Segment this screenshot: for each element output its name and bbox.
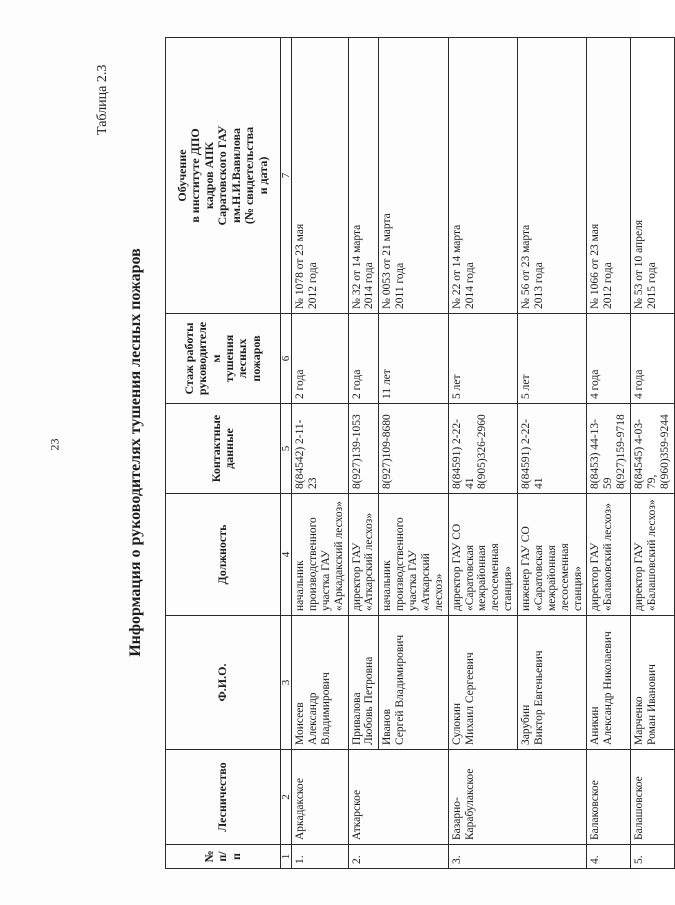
- text-line: 8(84591) 2-22-41: [450, 419, 476, 489]
- text-line: Александр Владимирович: [306, 672, 332, 745]
- training-cell: [348, 38, 379, 314]
- text-line: № 1078 от 23 мая: [294, 223, 306, 309]
- text-line: 8(8453) 44-13-59: [589, 419, 615, 489]
- fio-cell: [631, 616, 675, 750]
- text-line: лесосеменная станция»: [489, 543, 515, 611]
- header-experience: [166, 314, 281, 404]
- column-number: 1: [281, 845, 292, 869]
- position-cell: [348, 494, 379, 616]
- table-row: [348, 38, 379, 869]
- text-line: №: [201, 850, 216, 863]
- header-number: [166, 845, 281, 869]
- text-line: пожаров: [248, 335, 263, 382]
- training-cell: [379, 38, 448, 314]
- text-line: начальник: [294, 560, 306, 611]
- text-line: Зарубин: [520, 704, 532, 745]
- column-number: 7: [281, 38, 292, 314]
- text-line: лесных: [235, 338, 250, 379]
- text-line: 8(84591) 2-22-41: [520, 419, 545, 489]
- contacts-cell: [379, 404, 448, 494]
- document-title: Информация о руководителях тушения лесных пожаров: [127, 248, 144, 657]
- text-line: Должность: [215, 524, 230, 585]
- experience-cell: 11 лет: [379, 314, 448, 404]
- table-row: [379, 38, 448, 869]
- table-row: [631, 38, 675, 869]
- table-label: Таблица 2.3: [95, 64, 110, 135]
- fio-cell: [292, 616, 349, 750]
- text-line: директор ГАУ: [589, 542, 602, 611]
- header-position: [166, 494, 281, 616]
- column-number: 3: [281, 616, 292, 750]
- text-line: участка ГАУ: [319, 550, 332, 611]
- experience-cell: 5 лет: [518, 314, 587, 404]
- column-number: 6: [281, 314, 292, 404]
- training-cell: [587, 38, 631, 314]
- text-line: инженер ГАУ СО: [520, 526, 532, 611]
- text-line: Марченко: [633, 696, 645, 745]
- text-line: 2014 года: [463, 262, 476, 309]
- text-line: лесхоз»: [432, 573, 445, 611]
- forestry-cell: Аркадакское: [292, 750, 349, 845]
- text-line: 2015 года: [645, 262, 658, 309]
- text-line: и дата): [255, 156, 270, 195]
- text-line: Саратовского ГАУ: [215, 125, 230, 226]
- experience-cell: 5 лет: [448, 314, 517, 404]
- fio-cell: [518, 616, 587, 750]
- text-line: № 0053 от 21 марта: [381, 213, 394, 309]
- text-line: Александр Николаевич: [602, 631, 615, 745]
- text-line: «Саратовская: [463, 545, 476, 611]
- text-line: в институте ДПО: [188, 128, 203, 223]
- text-line: Иванов: [381, 708, 394, 745]
- text-line: 8(905)326-2960: [476, 414, 489, 489]
- header-training: [166, 38, 281, 314]
- column-number-row: [281, 38, 292, 869]
- fio-cell: [448, 616, 517, 750]
- text-line: 2013 года: [532, 262, 545, 309]
- fio-cell: [587, 616, 631, 750]
- experience-cell: 4 года: [587, 314, 631, 404]
- header-fio: [166, 616, 281, 750]
- text-line: Роман Иванович: [645, 664, 658, 745]
- text-line: межрайонная: [545, 545, 558, 611]
- text-line: кадров АПК: [201, 141, 216, 210]
- position-cell: [292, 494, 349, 616]
- text-line: «Аркадакский лесхоз»: [332, 501, 345, 611]
- text-line: Аникин: [589, 706, 602, 745]
- text-line: «Балашовский лесхоз»: [645, 499, 658, 611]
- row-number: 3.: [448, 845, 587, 869]
- position-cell: [448, 494, 517, 616]
- text-line: начальник: [381, 560, 394, 611]
- text-line: межрайонная: [476, 545, 489, 611]
- text-line: участка ГАУ «Аткарский: [407, 550, 432, 611]
- forestry-cell: Аткарское: [348, 750, 448, 845]
- row-number: 5.: [631, 845, 675, 869]
- table-row: [292, 38, 349, 869]
- text-line: 8(927)159-9718: [615, 414, 628, 489]
- text-line: 8(927)109-8680: [381, 414, 394, 489]
- text-line: данные: [222, 428, 236, 469]
- contacts-cell: [631, 404, 675, 494]
- experience-cell: 2 года: [348, 314, 379, 404]
- text-line: Контактные: [208, 414, 223, 483]
- text-line: № 56 от 23 марта: [520, 224, 532, 309]
- text-line: производственного: [394, 517, 407, 611]
- row-number: 4.: [587, 845, 631, 869]
- text-line: «Аткарский лесхоз»: [363, 512, 376, 611]
- column-number: 4: [281, 494, 292, 616]
- text-line: № 22 от 14 марта: [450, 224, 463, 309]
- text-line: № 32 от 14 марта: [350, 224, 363, 309]
- fio-cell: [348, 616, 379, 750]
- table-row: [518, 38, 587, 869]
- forestry-cell: Базарно-Карабулакское: [448, 750, 587, 845]
- text-line: № 53 от 10 апреля: [633, 219, 645, 309]
- column-number: 5: [281, 404, 292, 494]
- contacts-cell: [448, 404, 517, 494]
- text-line: № 1066 от 23 мая: [589, 223, 602, 309]
- text-line: п/п: [215, 851, 243, 862]
- training-cell: [631, 38, 675, 314]
- text-line: 8(84545) 4-03-79,: [633, 419, 658, 489]
- text-line: производственного: [306, 517, 319, 611]
- text-line: Привалова: [350, 692, 363, 745]
- position-cell: [631, 494, 675, 616]
- text-line: директор ГАУ: [633, 542, 645, 611]
- position-cell: [518, 494, 587, 616]
- text-line: тушения: [222, 334, 236, 383]
- text-line: Сулокин: [450, 702, 463, 745]
- training-cell: [448, 38, 517, 314]
- leaders-table: [165, 37, 675, 869]
- table-header-row: [166, 38, 281, 869]
- text-line: 8(960)359-9244: [658, 414, 671, 489]
- fio-cell: [379, 616, 448, 750]
- contacts-cell: [587, 404, 631, 494]
- text-line: директор ГАУ: [350, 542, 363, 611]
- text-line: Любовь Петровна: [363, 656, 376, 745]
- experience-cell: 2 года: [292, 314, 349, 404]
- table-row: [448, 38, 517, 869]
- text-line: 8(84542) 2-11-23: [294, 419, 319, 489]
- text-line: Михаил Сергеевич: [463, 652, 476, 745]
- experience-cell: 4 года: [631, 314, 675, 404]
- text-line: 2012 года: [306, 262, 319, 309]
- column-number: 2: [281, 750, 292, 845]
- text-line: директор ГАУ СО: [450, 523, 463, 611]
- position-cell: [587, 494, 631, 616]
- text-line: Сергей Владимирович: [394, 634, 407, 745]
- text-line: лесосеменная станция»: [558, 543, 584, 611]
- text-line: руководителем: [195, 321, 223, 396]
- text-line: 2012 года: [602, 262, 615, 309]
- position-cell: [379, 494, 448, 616]
- text-line: Ф.И.О.: [215, 663, 230, 702]
- training-cell: [292, 38, 349, 314]
- row-number: 1.: [292, 845, 349, 869]
- text-line: 8(927)139-1053: [350, 414, 363, 489]
- contacts-cell: [518, 404, 587, 494]
- text-line: Лесничество: [215, 762, 230, 832]
- text-line: Моисеев: [294, 702, 306, 745]
- text-line: 2011 года: [394, 262, 407, 309]
- training-cell: [518, 38, 587, 314]
- table-row: [587, 38, 631, 869]
- contacts-cell: [348, 404, 379, 494]
- text-line: Обучение: [174, 149, 189, 202]
- forestry-cell: Балашовское: [631, 750, 675, 845]
- header-contacts: [166, 404, 281, 494]
- text-line: «Саратовская: [532, 545, 545, 611]
- text-line: им.Н.И.Вавилова: [228, 127, 243, 224]
- forestry-cell: Балаковское: [587, 750, 631, 845]
- row-number: 2.: [348, 845, 448, 869]
- text-line: (№ свидетельства: [242, 126, 257, 225]
- text-line: Стаж работы: [181, 322, 196, 395]
- header-forestry: [166, 750, 281, 845]
- text-line: «Балаковский лесхоз»: [602, 503, 615, 611]
- contacts-cell: [292, 404, 349, 494]
- text-line: 2014 года: [363, 262, 376, 309]
- text-line: Виктор Евгеньевич: [532, 650, 545, 745]
- page-number: 23: [47, 438, 62, 451]
